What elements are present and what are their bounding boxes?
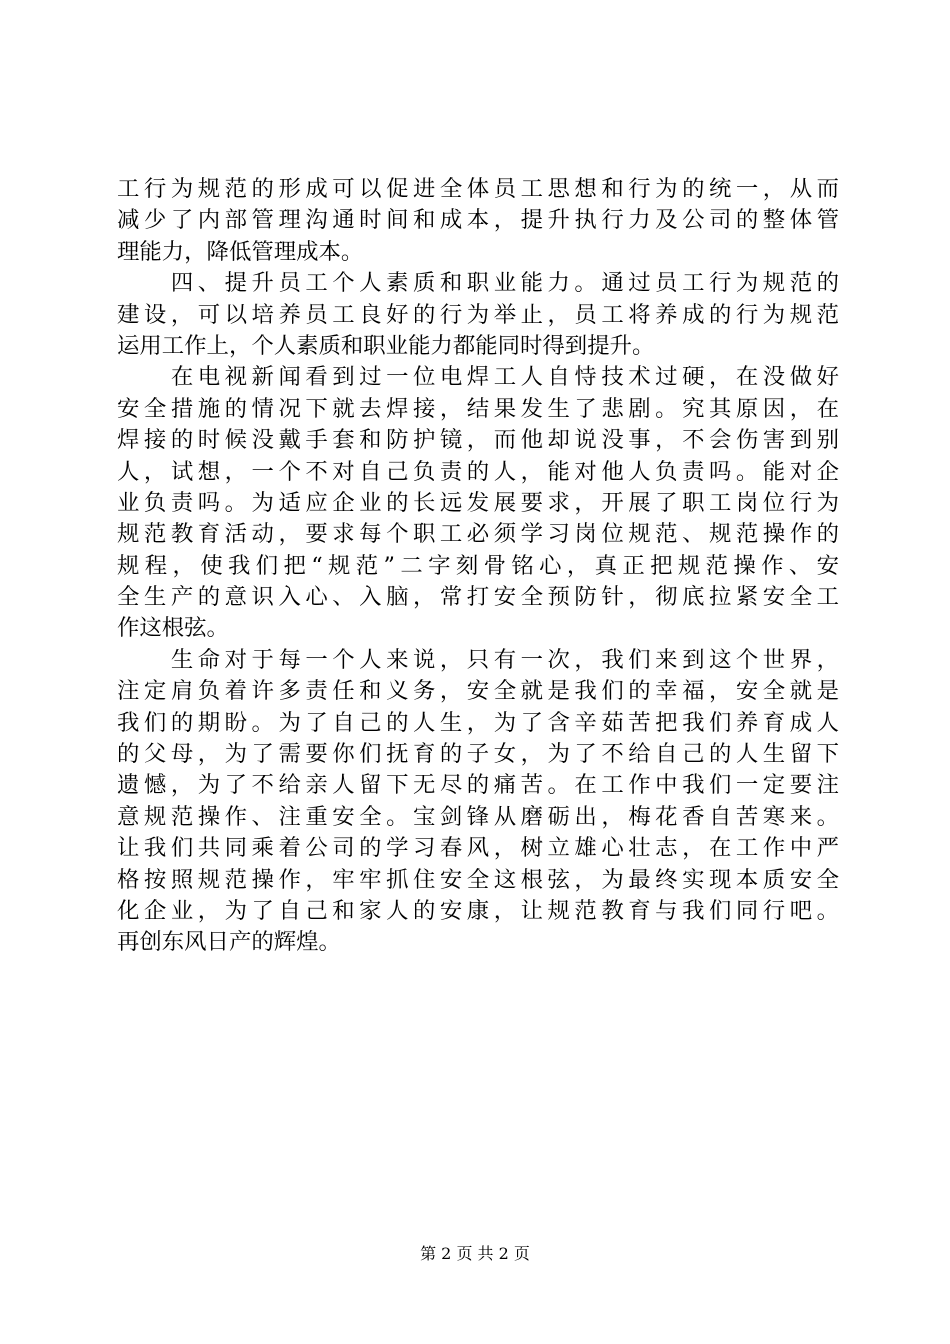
document-body [117,174,839,959]
text-line: 的父母，为了需要你们抚育的子女，为了不给自己的人生留下 [117,741,839,768]
text-line: 化企业，为了自己和家人的安康，让规范教育与我们同行吧。 [117,897,839,924]
text-line: 减少了内部管理沟通时间和成本，提升执行力及公司的整体管 [117,207,839,234]
text-line: 我们的期盼。为了自己的人生，为了含辛茹苦把我们养育成人 [117,709,839,736]
text-line: 注定肩负着许多责任和义务，安全就是我们的幸福，安全就是 [117,678,839,705]
text-line: 业负责吗。为适应企业的长远发展要求，开展了职工岗位行为 [117,489,839,516]
text-line: 遗憾，为了不给亲人留下无尽的痛苦。在工作中我们一定要注 [117,772,839,799]
text-line: 运用工作上，个人素质和职业能力都能同时得到提升。 [117,332,655,359]
text-line: 格按照规范操作，牢牢抓住安全这根弦，为最终实现本质安全 [117,866,839,893]
page-number-footer: 第 2 页 共 2 页 [420,1244,530,1263]
text-line: 人，试想，一个不对自己负责的人，能对他人负责吗。能对企 [117,458,839,485]
text-line: 意规范操作、注重安全。宝剑锋从磨砺出，梅花香自苦寒来。 [117,803,839,830]
text-line: 理能力，降低管理成本。 [117,238,364,265]
text-line: 在电视新闻看到过一位电焊工人自恃技术过硬，在没做好 [117,364,839,391]
text-line: 再创东风日产的辉煌。 [117,929,341,956]
text-line: 让我们共同乘着公司的学习春风，树立雄心壮志，在工作中严 [117,835,839,862]
text-line: 安全措施的情况下就去焊接，结果发生了悲剧。究其原因，在 [117,395,839,422]
text-line: 工行为规范的形成可以促进全体员工思想和行为的统一，从而 [117,176,839,202]
text-line: 四、提升员工个人素质和职业能力。通过员工行为规范的 [117,270,839,297]
text-line: 焊接的时候没戴手套和防护镜，而他却说没事，不会伤害到别 [117,427,839,454]
text-line: 全生产的意识入心、入脑，常打安全预防针，彻底拉紧安全工 [117,584,839,611]
text-line: 规范教育活动，要求每个职工必须学习岗位规范、规范操作的 [117,521,839,548]
text-line: 规程，使我们把“规范”二字刻骨铭心，真正把规范操作、安 [117,552,839,579]
text-line: 生命对于每一个人来说，只有一次，我们来到这个世界， [117,646,839,673]
text-line: 建设，可以培养员工良好的行为举止，员工将养成的行为规范 [117,301,839,328]
text-line: 作这根弦。 [117,615,229,642]
